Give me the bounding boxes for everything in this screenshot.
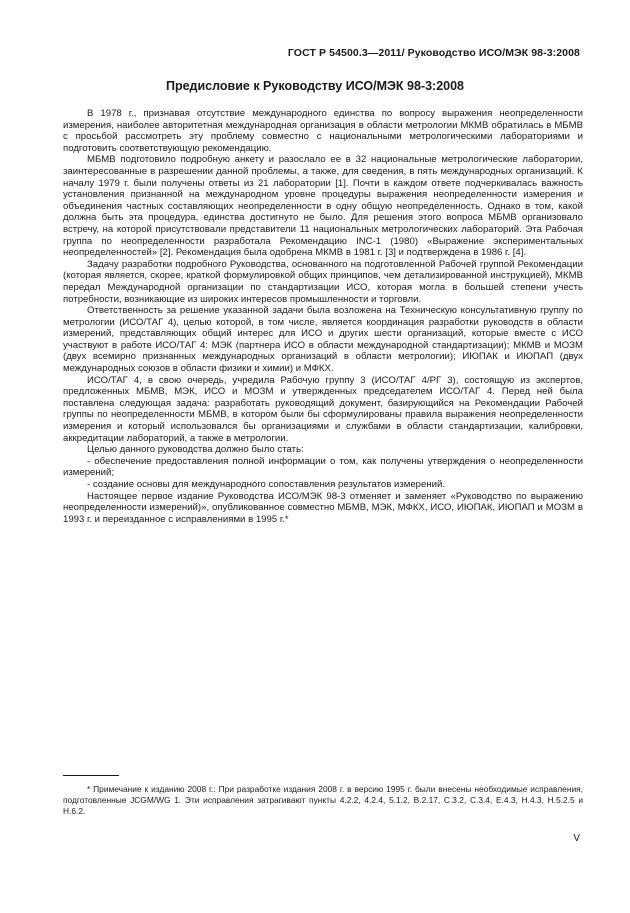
page-number: V (573, 833, 580, 844)
paragraph: ИСО/ТАГ 4, в свою очередь, учредила Рабочую группу 3 (ИСО/ТАГ 4/РГ 3), состоящую из экспертов, предложенных МБМВ, МЭК, ИСО и МОЗМ и утвержденных председателем ИСО/ТАГ 4. Перед ней была поставлена следующая задача: разработать руководящий документ, базирующийся на Рекомендации Рабочей группы по неопределенности МБМВ, в котором были бы сформулированы правила выражения неопределенности измерения и который использовался бы организациями и службами в области стандартизации, калибровки, аккредитации лабораторий, а также в метрологии. (63, 374, 583, 444)
paragraph: Ответственность за решение указанной задачи была возложена на Техническую консультативную группу по метрологии (ИСО/ТАГ 4), целью которой, в том числе, является координация разработки руководств в области измерений, представляющих общий интерес для ИСО и других шести организаций, которые вместе с ИСО участвуют в работе ИСО/ТАГ 4: МЭК (партнера ИСО в области международной стандартизации); МКМВ и МОЗМ (двух всемирно признанных международных организаций в области метрологии); ИЮПАК и ИЮПАП (двух международных союзов в области физики и химии) и МФКХ. (63, 305, 583, 375)
page-title: Предисловие к Руководству ИСО/МЭК 98-3:2008 (165, 79, 465, 93)
footnote-divider (63, 775, 119, 776)
list-item: - обеспечение предоставления полной информации о том, как получены утверждения о неопределенности измерений; (63, 455, 583, 479)
paragraph: Задачу разработки подробного Руководства, основанного на подготовленной Рабочей группой Рекомендации (которая является, скорее, краткой формулировкой общих принципов, чем детализированной инструкцией), МКМВ передал Международной организации по стандартизации ИСО, которая могла в большей степени учесть потребности, возникающие из широких интересов промышленности и торговли. (63, 258, 583, 305)
paragraph: Целью данного руководства должно было стать: (87, 444, 304, 456)
paragraph: В 1978 г., признавая отсутствие международного единства по вопросу выражения неопределенности измерения, наиболее авторитетная международная организация в области метрологии МКМВ обратилась в МБМВ с просьбой рассмотреть эту проблему совместно с национальными метрологическими лабораториями и подготовить соответствующую рекомендацию. (63, 108, 583, 154)
document-header: ГОСТ Р 54500.3—2011/ Руководство ИСО/МЭК 98-3:2008 (287, 47, 580, 59)
body-text (63, 108, 583, 525)
footnote: * Примечание к изданию 2008 г.: При разработке издания 2008 г. в версию 1995 г. были внесены необходимые исправления, подготовленные JCGM/WG 1. Эти исправления затрагивают пункты 4.2.2, 4.2.4, 5.1.2, B.2.17, C.3.2, C.3.4, E.4.3, H.4.3, H.5.2.5 и H.6.2. (63, 784, 583, 816)
list-item: - создание основы для международного сопоставления результатов измерений. (87, 479, 446, 490)
paragraph: МБМВ подготовило подробную анкету и разослало ее в 32 национальные метрологические лаборатории, заинтересованные в разрешении данной проблемы, а также, для сведения, в пять международных организаций. К началу 1979 г. были получены ответы из 21 лаборатории [1]. Почти в каждом ответе подчеркивалась важность установления признанной на международном уровне процедуры выражения неопределенности измерения и объединения частных составляющих неопределенности в одну общую неопределенность. Однако в том, какой должна быть эта процедура, единства достигнуто не было. Для решения этого вопроса МБМВ организовало встречу, на которой присутствовали представители 11 национальных метрологических лабораторий. Эта Рабочая группа по неопределенности разработала Рекомендацию INC-1 (1980) «Выражение экспериментальных неопределенностей» [2]. Рекомендация была одобрена МКМВ в 1981 г. [3] и подтверждена в 1986 г. [4]. (63, 154, 583, 259)
paragraph: Настоящее первое издание Руководства ИСО/МЭК 98-3 отменяет и заменяет «Руководство по выражению неопределенности измерений)», опубликованное совместно МБМВ, МЭК, МФКХ, ИСО, ИЮПАК, ИЮПАП и МОЗМ в 1993 г. и переизданное с исправлениями в 1995 г.* (63, 490, 583, 525)
